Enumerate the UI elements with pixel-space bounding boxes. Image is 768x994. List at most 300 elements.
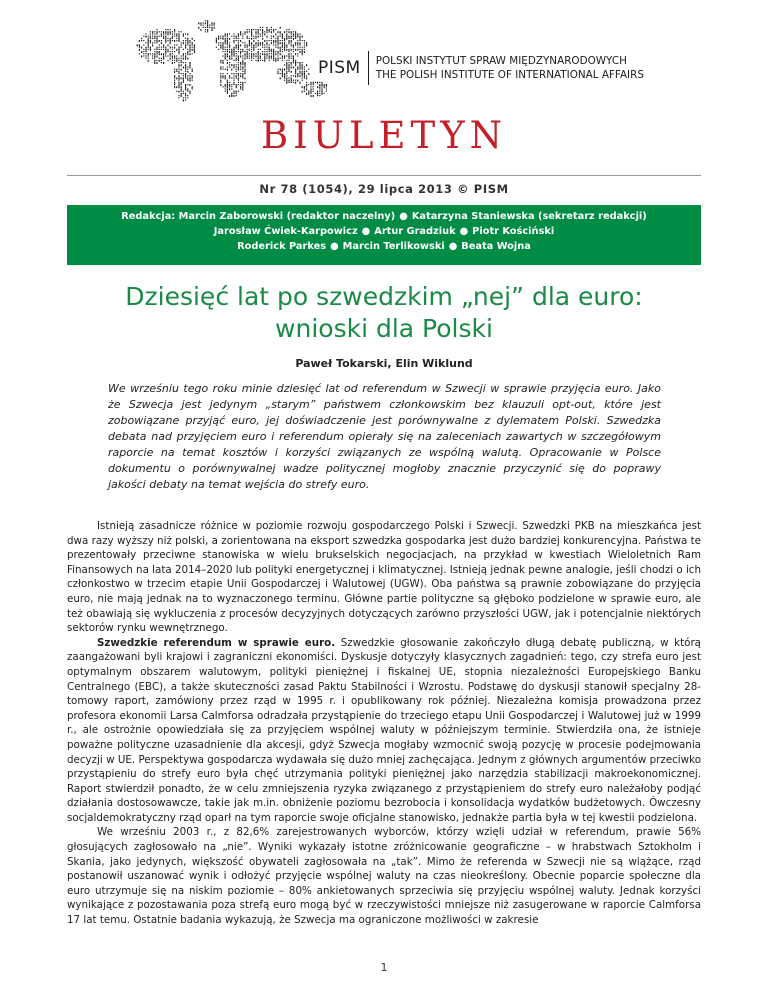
map-dot (159, 58, 160, 59)
map-dot (187, 49, 188, 50)
map-dot (251, 60, 252, 61)
map-dot (326, 91, 327, 92)
map-dot (220, 84, 221, 86)
map-dot (145, 47, 146, 49)
map-dot (233, 95, 234, 97)
map-dot (172, 53, 173, 54)
map-dot (227, 47, 228, 48)
map-dot (275, 53, 276, 55)
map-dot (174, 86, 175, 88)
editor-entry: Piotr Kościński (472, 226, 555, 237)
map-dot (174, 51, 175, 52)
map-dot (231, 84, 232, 85)
map-dot (262, 51, 263, 52)
map-dot (262, 38, 263, 40)
map-dot (319, 91, 320, 92)
map-dot (313, 84, 314, 85)
issue-line: Nr 78 (1054), 29 lipca 2013 © PISM (259, 182, 509, 196)
map-dot (264, 53, 265, 55)
map-dot (231, 73, 232, 74)
map-dot (251, 36, 252, 37)
map-dot (222, 62, 223, 64)
map-dot (293, 75, 294, 76)
map-dot (308, 69, 309, 70)
map-dot (291, 44, 292, 46)
map-dot (145, 53, 146, 54)
map-dot (308, 84, 309, 85)
map-dot (139, 53, 140, 54)
map-dot (260, 49, 261, 50)
map-dot (266, 36, 267, 38)
map-dot (291, 80, 292, 82)
map-dot (156, 47, 157, 49)
map-dot (172, 31, 173, 32)
map-dot (273, 51, 274, 53)
map-dot (150, 40, 151, 42)
map-dot (304, 49, 305, 50)
map-dot (306, 93, 307, 95)
map-dot (266, 49, 267, 50)
map-dot (233, 42, 234, 43)
map-dot (258, 60, 259, 62)
map-dot (306, 71, 307, 72)
map-dot (238, 55, 239, 57)
map-dot (240, 33, 241, 35)
map-dot (244, 55, 245, 56)
map-dot (227, 80, 228, 82)
map-dot (192, 88, 193, 89)
map-dot (178, 47, 179, 49)
map-dot (275, 29, 276, 30)
map-dot (145, 36, 146, 38)
map-dot (299, 69, 300, 70)
map-dot (159, 44, 160, 45)
map-dot (258, 55, 259, 57)
map-dot (291, 75, 292, 76)
map-dot (258, 31, 259, 33)
map-dot (172, 36, 173, 38)
map-dot (170, 42, 171, 44)
map-dot (185, 42, 186, 43)
map-dot (240, 86, 241, 88)
map-dot (260, 42, 261, 44)
map-dot (214, 25, 215, 26)
map-dot (225, 84, 226, 86)
map-dot (227, 40, 228, 42)
map-dot (247, 51, 248, 53)
map-dot (264, 49, 265, 50)
map-dot (170, 55, 171, 56)
map-dot (282, 42, 283, 44)
map-dot (253, 36, 254, 37)
map-dot (253, 29, 254, 30)
map-dot (273, 42, 274, 43)
map-dot (185, 62, 186, 63)
map-dot (321, 91, 322, 93)
map-dot (194, 44, 195, 46)
map-dot (302, 69, 303, 70)
map-dot (165, 51, 166, 53)
map-dot (185, 73, 186, 75)
map-dot (178, 86, 179, 88)
map-dot (220, 66, 221, 68)
map-dot (154, 31, 155, 32)
map-dot (304, 40, 305, 41)
map-dot (299, 49, 300, 50)
map-dot (247, 58, 248, 59)
map-dot (304, 71, 305, 73)
map-dot (218, 42, 219, 43)
map-dot (271, 51, 272, 52)
map-dot (255, 60, 256, 61)
map-dot (273, 40, 274, 42)
map-dot (238, 69, 239, 71)
map-dot (288, 60, 289, 61)
map-dot (187, 77, 188, 79)
map-dot (148, 55, 149, 56)
map-dot (251, 53, 252, 55)
map-dot (156, 29, 157, 30)
map-dot (297, 55, 298, 56)
map-dot (306, 42, 307, 44)
map-dot (271, 42, 272, 44)
map-dot (291, 66, 292, 68)
map-dot (273, 55, 274, 57)
map-dot (236, 38, 237, 39)
map-dot (183, 33, 184, 35)
map-dot (167, 44, 168, 46)
map-dot (220, 42, 221, 43)
map-dot (280, 27, 281, 29)
map-dot (161, 53, 162, 55)
map-dot (308, 93, 309, 95)
map-dot (297, 73, 298, 75)
map-dot (317, 95, 318, 96)
map-dot (236, 55, 237, 56)
map-dot (264, 51, 265, 52)
map-dot (231, 49, 232, 51)
map-dot (178, 77, 179, 79)
map-dot (229, 38, 230, 40)
map-dot (258, 40, 259, 41)
map-dot (284, 73, 285, 75)
map-dot (299, 44, 300, 45)
map-dot (139, 40, 140, 42)
map-dot (222, 60, 223, 62)
map-dot (200, 25, 201, 26)
map-dot (172, 58, 173, 59)
map-dot (244, 77, 245, 79)
map-dot (286, 33, 287, 35)
map-dot (227, 53, 228, 55)
map-dot (310, 84, 311, 85)
map-dot (319, 88, 320, 89)
map-dot (233, 64, 234, 66)
map-dot (187, 97, 188, 98)
map-dot (222, 36, 223, 38)
map-dot (242, 64, 243, 65)
map-dot (306, 82, 307, 83)
map-dot (222, 55, 223, 56)
map-dot (236, 73, 237, 74)
map-dot (172, 60, 173, 61)
map-dot (277, 55, 278, 56)
map-dot (299, 33, 300, 34)
map-dot (297, 47, 298, 48)
map-dot (273, 53, 274, 55)
map-dot (273, 60, 274, 61)
map-dot (291, 77, 292, 79)
map-dot (178, 73, 179, 74)
map-dot (187, 51, 188, 53)
world-map-logo (128, 16, 344, 110)
map-dot (271, 38, 272, 39)
map-dot (266, 47, 267, 48)
map-dot (295, 38, 296, 39)
map-dot (185, 53, 186, 54)
map-dot (181, 62, 182, 63)
map-dot (183, 77, 184, 79)
map-dot (277, 58, 278, 60)
map-dot (247, 36, 248, 38)
map-dot (291, 40, 292, 42)
map-dot (225, 86, 226, 87)
map-dot (244, 73, 245, 74)
map-dot (293, 80, 294, 81)
map-dot (295, 36, 296, 38)
map-dot (229, 49, 230, 50)
map-dot (156, 31, 157, 33)
map-dot (302, 64, 303, 66)
map-dot (302, 62, 303, 63)
map-dot (302, 53, 303, 55)
map-dot (207, 22, 208, 24)
map-dot (251, 55, 252, 57)
map-dot (286, 47, 287, 48)
map-dot (236, 86, 237, 88)
map-dot (286, 29, 287, 30)
map-dot (302, 49, 303, 51)
map-dot (192, 44, 193, 45)
article-title-line-1: Dziesięć lat po szwedzkim „nej” dla euro: (125, 282, 643, 311)
map-dot (240, 31, 241, 33)
map-dot (306, 86, 307, 87)
map-dot (238, 77, 239, 79)
map-dot (244, 47, 245, 48)
map-dot (222, 44, 223, 46)
map-dot (238, 36, 239, 37)
map-dot (220, 73, 221, 74)
map-dot (280, 40, 281, 41)
map-dot (299, 71, 300, 73)
map-dot (194, 49, 195, 51)
map-dot (176, 38, 177, 39)
map-dot (233, 33, 234, 34)
map-dot (251, 58, 252, 59)
map-dot (269, 29, 270, 31)
map-dot (189, 73, 190, 74)
top-divider (67, 175, 701, 176)
map-dot (280, 33, 281, 34)
map-dot (255, 47, 256, 48)
map-dot (238, 42, 239, 43)
map-dot (242, 88, 243, 90)
map-dot (238, 40, 239, 41)
map-dot (178, 82, 179, 84)
map-dot (295, 62, 296, 64)
map-dot (304, 77, 305, 78)
map-dot (288, 53, 289, 55)
map-dot (304, 75, 305, 77)
map-dot (181, 64, 182, 66)
map-dot (222, 47, 223, 49)
map-dot (293, 38, 294, 40)
map-dot (297, 75, 298, 77)
map-dot (216, 38, 217, 40)
map-dot (302, 80, 303, 81)
map-dot (222, 42, 223, 44)
map-dot (249, 58, 250, 59)
map-dot (152, 53, 153, 54)
map-dot (174, 84, 175, 85)
map-dot (185, 47, 186, 49)
map-dot (299, 38, 300, 40)
map-dot (176, 36, 177, 37)
map-dot (189, 75, 190, 76)
map-dot (251, 47, 252, 48)
map-dot (159, 51, 160, 53)
map-dot (280, 51, 281, 52)
map-dot (288, 42, 289, 44)
map-dot (247, 53, 248, 55)
map-dot (286, 55, 287, 56)
map-dot (244, 58, 245, 60)
map-dot (247, 49, 248, 50)
map-dot (170, 29, 171, 30)
map-dot (277, 60, 278, 61)
map-dot (185, 55, 186, 57)
map-dot (183, 97, 184, 98)
map-dot (238, 80, 239, 81)
map-dot (152, 44, 153, 46)
map-dot (170, 33, 171, 34)
map-dot (183, 36, 184, 37)
map-dot (247, 38, 248, 39)
map-dot (176, 91, 177, 92)
map-dot (156, 62, 157, 64)
map-dot (185, 86, 186, 88)
map-dot (229, 84, 230, 86)
map-dot (222, 69, 223, 70)
map-dot (154, 58, 155, 59)
map-dot (286, 38, 287, 40)
map-dot (231, 64, 232, 66)
map-dot (176, 33, 177, 35)
map-dot (293, 60, 294, 62)
map-dot (233, 66, 234, 68)
map-dot (150, 31, 151, 32)
map-dot (185, 97, 186, 98)
article-title (67, 281, 701, 345)
map-dot (280, 77, 281, 79)
map-dot (295, 60, 296, 62)
map-dot (260, 36, 261, 37)
map-dot (192, 86, 193, 88)
map-dot (192, 42, 193, 44)
map-dot (163, 36, 164, 38)
map-dot (181, 91, 182, 92)
map-dot (255, 55, 256, 57)
map-dot (258, 42, 259, 44)
map-dot (229, 62, 230, 63)
map-dot (231, 77, 232, 78)
map-dot (258, 44, 259, 46)
map-dot (222, 51, 223, 52)
map-dot (308, 91, 309, 93)
map-dot (163, 49, 164, 50)
map-dot (225, 88, 226, 89)
map-dot (236, 51, 237, 52)
map-dot (258, 51, 259, 53)
map-dot (222, 49, 223, 50)
map-dot (288, 82, 289, 83)
map-dot (185, 93, 186, 95)
map-dot (159, 36, 160, 37)
map-dot (295, 69, 296, 71)
map-dot (156, 49, 157, 50)
map-dot (203, 22, 204, 23)
map-dot (317, 91, 318, 93)
map-dot (222, 77, 223, 78)
map-dot (225, 77, 226, 79)
map-dot (240, 64, 241, 65)
map-dot (244, 71, 245, 73)
map-dot (231, 58, 232, 60)
map-dot (295, 71, 296, 73)
map-dot (275, 33, 276, 35)
map-dot (161, 60, 162, 61)
map-dot (236, 75, 237, 77)
map-dot (295, 44, 296, 45)
map-dot (159, 31, 160, 32)
map-dot (187, 88, 188, 90)
map-dot (189, 40, 190, 42)
map-dot (220, 69, 221, 70)
map-dot (286, 66, 287, 68)
map-dot (266, 29, 267, 31)
bullet-separator: ● (330, 241, 339, 252)
map-dot (299, 36, 300, 38)
map-dot (249, 55, 250, 56)
map-dot (141, 40, 142, 41)
map-dot (299, 66, 300, 68)
map-dot (269, 44, 270, 45)
map-dot (249, 29, 250, 30)
map-dot (159, 60, 160, 62)
map-dot (288, 64, 289, 66)
map-dot (260, 60, 261, 61)
map-dot (240, 66, 241, 67)
map-dot (302, 66, 303, 68)
map-dot (174, 71, 175, 73)
map-dot (178, 49, 179, 51)
map-dot (238, 58, 239, 60)
map-dot (148, 58, 149, 59)
map-dot (181, 47, 182, 48)
map-dot (277, 38, 278, 40)
map-dot (242, 82, 243, 84)
map-dot (139, 47, 140, 48)
